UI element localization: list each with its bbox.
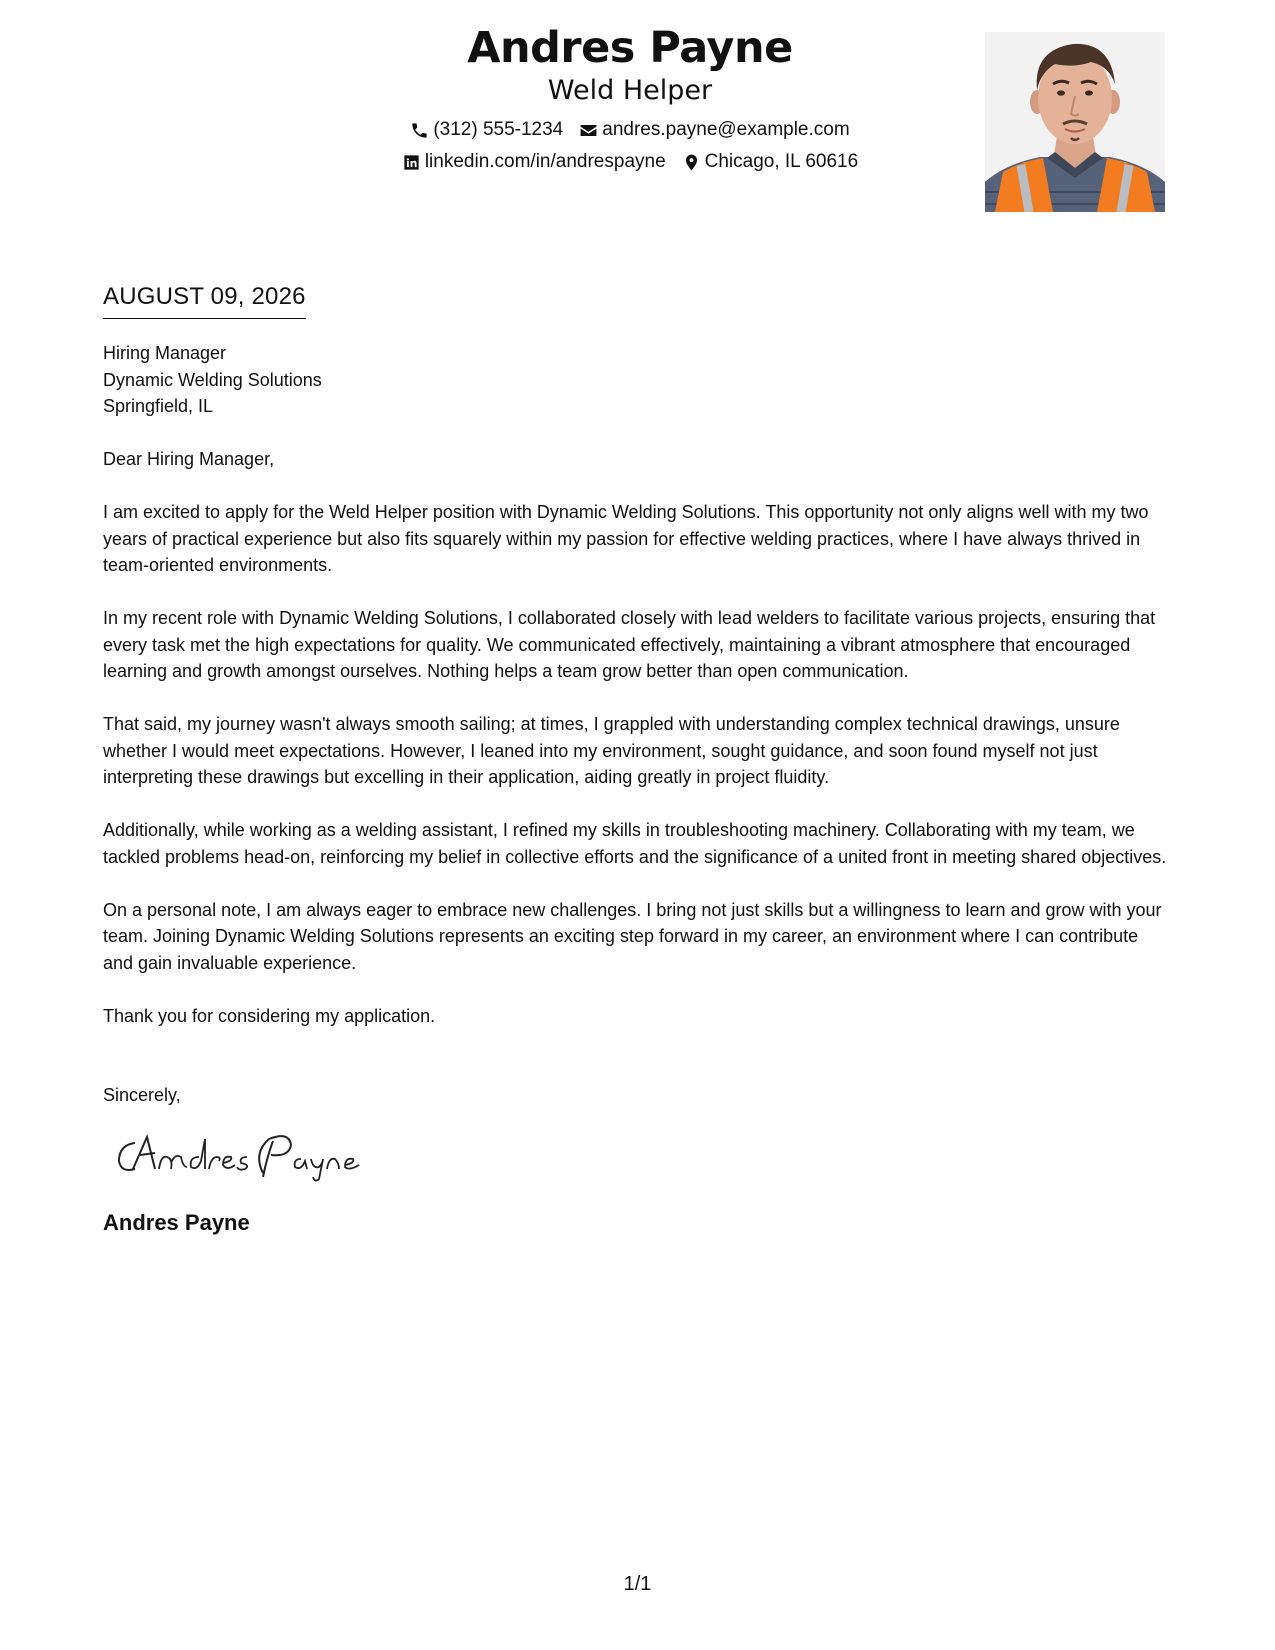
thank-you-line: Thank you for considering my application.: [103, 1005, 436, 1026]
profile-photo: [985, 32, 1165, 212]
recipient-title: Hiring Manager: [103, 343, 227, 363]
handwritten-signature: [113, 1123, 363, 1183]
linkedin-icon: [402, 153, 421, 172]
paragraph: On a personal note, I am always eager to embrace new challenges. I bring not just skills but a willingness to learn and grow with your team. Joining Dynamic Welding Solutions represents an exciting step forward in my career, an environment where I can contribute and gain invaluable experience.: [103, 899, 1162, 973]
signer-name: Andres Payne: [103, 1210, 250, 1235]
portrait-illustration: [985, 32, 1165, 212]
phone-icon: [410, 121, 429, 140]
greeting: Dear Hiring Manager,: [103, 449, 275, 469]
paragraph: That said, my journey wasn't always smooth sailing; at times, I grappled with understanding complex technical drawings, unsure whether I would meet expectations. However, I leaned into my environment, sought guidance, and soon found myself not just interpreting these drawings but excelling in their application, aiding greatly in project fluidity.: [103, 714, 1120, 787]
map-pin-icon: [682, 153, 701, 172]
email-contact[interactable]: [579, 114, 849, 146]
envelope-icon: [579, 121, 598, 140]
paragraph: Additionally, while working as a welding assistant, I refined my skills in troubleshooting machinery. Collaborating with my team, we tackled problems head-on, reinforcing my belief in collective efforts and the significance of a united front in meeting shared objectives.: [103, 820, 1167, 867]
location-text: Chicago, IL 60616: [704, 151, 859, 172]
recipient-location: Springfield, IL: [103, 396, 214, 416]
linkedin-contact[interactable]: [402, 146, 666, 178]
recipient-company: Dynamic Welding Solutions: [103, 369, 322, 390]
location-contact: [682, 146, 859, 178]
applicant-name: Andres Payne: [467, 23, 793, 73]
closing: Sincerely,: [103, 1085, 181, 1105]
letter-date: AUGUST 09, 2026: [103, 280, 306, 319]
recipient-block: [103, 340, 1173, 420]
email-text[interactable]: andres.payne@example.com: [602, 119, 850, 140]
paragraph: In my recent role with Dynamic Welding Solutions, I collaborated closely with lead welders to facilitate various projects, ensuring that every task met the high expectations for quality. We communicated effectively, maintaining a vibrant atmosphere that encouraged learning and growth amongst ourselves. Nothing helps a team grow better than open communication.: [103, 608, 1156, 681]
phone-text: (312) 555-1234: [433, 119, 564, 140]
letter-body: [103, 340, 1173, 1238]
paragraph: I am excited to apply for the Weld Helper position with Dynamic Welding Solutions. This opportunity not only aligns well with my two years of practical experience but also fits squarely within my passion for effective welding practices, where I have always thrived in team-oriented environments.: [103, 502, 1149, 575]
job-title: Weld Helper: [547, 75, 713, 106]
page-number: 1/1: [623, 1573, 652, 1595]
phone-contact: [410, 114, 563, 146]
linkedin-text[interactable]: linkedin.com/in/andrespayne: [424, 151, 666, 172]
